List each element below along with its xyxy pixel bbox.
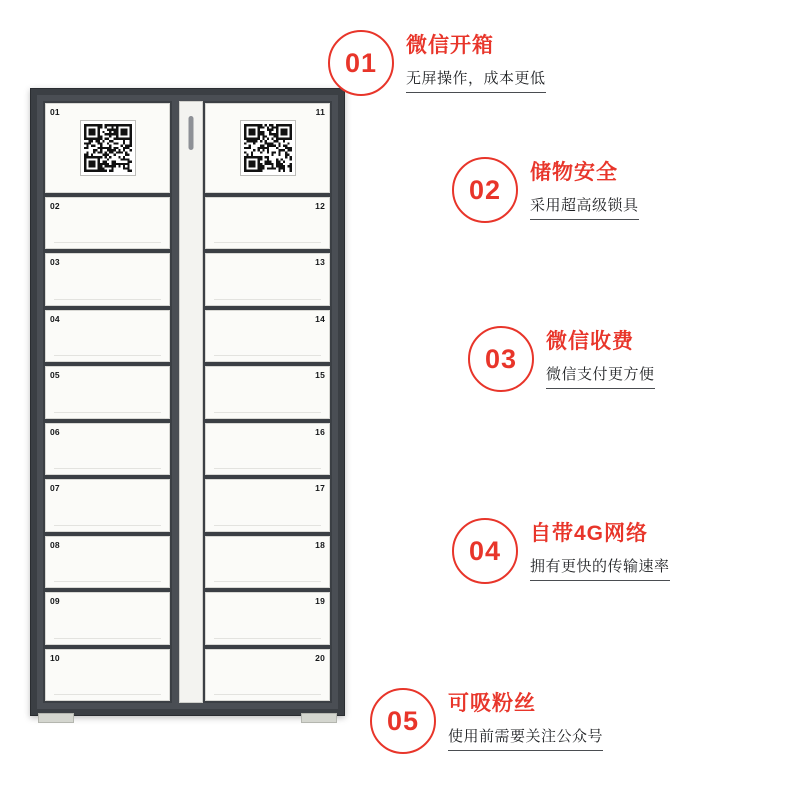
door-seam	[54, 242, 161, 243]
locker-door[interactable]	[205, 423, 330, 475]
qr-code-icon[interactable]	[240, 120, 296, 176]
door-seam	[54, 468, 161, 469]
cabinet-inner	[37, 95, 338, 709]
qr-code-icon[interactable]	[80, 120, 136, 176]
locker-door-number: 09	[50, 596, 60, 607]
feature-text-3	[546, 326, 655, 389]
locker-door-number: 20	[315, 652, 325, 663]
locker-door-number: 15	[315, 370, 325, 381]
locker-door-number: 10	[50, 652, 60, 663]
door-seam	[214, 242, 321, 243]
feature-badge-1: 01	[328, 30, 394, 96]
door-seam	[54, 581, 161, 582]
locker-door-number: 01	[50, 107, 60, 117]
feature-badge-5: 05	[370, 688, 436, 754]
feature-subtitle-3: 微信支付更方便	[546, 363, 655, 389]
locker-door[interactable]	[205, 592, 330, 644]
feature-callout-2	[452, 157, 639, 223]
locker-door[interactable]	[45, 197, 170, 249]
feature-subtitle-5: 使用前需要关注公众号	[448, 725, 603, 751]
locker-door-number: 07	[50, 483, 60, 494]
door-seam	[214, 468, 321, 469]
locker-door-number: 12	[315, 201, 325, 211]
feature-subtitle-2: 采用超高级锁具	[530, 194, 639, 220]
locker-door-number: 19	[315, 596, 325, 607]
locker-door[interactable]	[45, 649, 170, 701]
locker-door[interactable]	[205, 310, 330, 362]
locker-door-number: 06	[50, 426, 60, 437]
cabinet-foot-left	[38, 713, 74, 723]
door-seam	[214, 581, 321, 582]
feature-title-5: 可吸粉丝	[448, 692, 536, 715]
door-seam	[214, 355, 321, 356]
door-seam	[214, 299, 321, 300]
locker-door-number: 16	[315, 426, 325, 437]
feature-text-2	[530, 157, 639, 220]
door-seam	[214, 525, 321, 526]
locker-door[interactable]	[205, 253, 330, 305]
locker-cabinet	[30, 88, 345, 716]
feature-title-4: 自带4G网络	[530, 522, 649, 545]
door-seam	[214, 638, 321, 639]
feature-subtitle-4: 拥有更快的传输速率	[530, 555, 670, 581]
feature-text-4	[530, 518, 670, 581]
locker-door[interactable]	[45, 366, 170, 418]
locker-door[interactable]	[205, 366, 330, 418]
feature-callout-4	[452, 518, 670, 584]
locker-door-number: 03	[50, 257, 60, 268]
locker-door-number: 04	[50, 313, 60, 324]
feature-subtitle-1: 无屏操作，成本更低	[406, 67, 546, 93]
feature-text-1	[406, 30, 546, 93]
locker-door[interactable]	[45, 479, 170, 531]
cabinet-center-strip	[179, 101, 203, 703]
feature-badge-2: 02	[452, 157, 518, 223]
locker-column-left	[43, 101, 172, 703]
door-seam	[54, 299, 161, 300]
locker-door[interactable]	[205, 536, 330, 588]
door-seam	[54, 412, 161, 413]
locker-door[interactable]	[205, 649, 330, 701]
locker-door[interactable]	[45, 310, 170, 362]
locker-door-number: 13	[315, 257, 325, 268]
locker-door[interactable]	[205, 479, 330, 531]
feature-callout-5	[370, 688, 603, 754]
locker-column-right	[203, 101, 332, 703]
door-handle-icon	[189, 116, 194, 150]
locker-door-number: 14	[315, 313, 325, 324]
locker-door[interactable]	[45, 423, 170, 475]
door-seam	[54, 638, 161, 639]
locker-door[interactable]	[45, 253, 170, 305]
locker-door[interactable]	[45, 103, 170, 193]
feature-title-1: 微信开箱	[406, 34, 494, 57]
door-seam	[214, 412, 321, 413]
cabinet-frame	[30, 88, 345, 716]
door-seam	[54, 355, 161, 356]
locker-door-number: 08	[50, 539, 60, 550]
locker-door-number: 05	[50, 370, 60, 381]
door-seam	[54, 694, 161, 695]
feature-text-5	[448, 688, 603, 751]
locker-door[interactable]	[45, 536, 170, 588]
locker-door-number: 18	[315, 539, 325, 550]
locker-door-number: 02	[50, 201, 60, 211]
locker-door[interactable]	[45, 592, 170, 644]
door-seam	[214, 694, 321, 695]
feature-callout-1	[328, 30, 546, 96]
feature-title-3: 微信收费	[546, 330, 634, 353]
door-seam	[54, 525, 161, 526]
feature-title-2: 储物安全	[530, 161, 618, 184]
locker-door-number: 17	[315, 483, 325, 494]
locker-door[interactable]	[205, 197, 330, 249]
cabinet-foot-right	[301, 713, 337, 723]
locker-door[interactable]	[205, 103, 330, 193]
locker-door-number: 11	[315, 107, 325, 117]
feature-badge-4: 04	[452, 518, 518, 584]
feature-callout-3	[468, 326, 655, 392]
feature-badge-3: 03	[468, 326, 534, 392]
